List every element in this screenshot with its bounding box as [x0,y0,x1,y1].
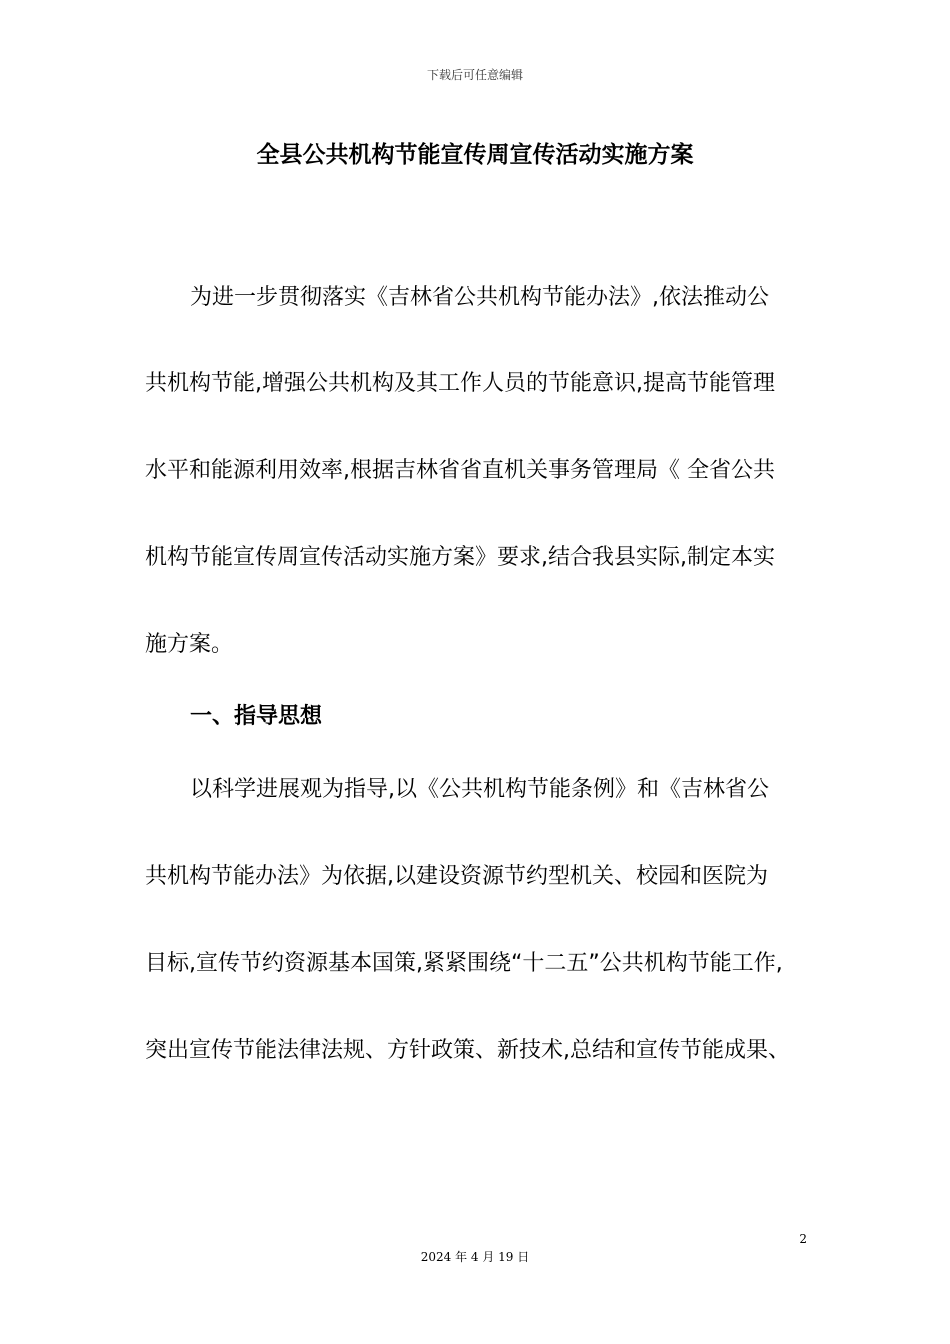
paragraph-line: 机构节能宣传周宣传活动实施方案》要求,结合我县实际,制定本实 [145,545,775,570]
paragraph-line: 共机构节能,增强公共机构及其工作人员的节能意识,提高节能管理 [145,371,775,396]
page-number: 2 [799,1232,807,1246]
section-heading: 一、指导思想 [190,704,323,729]
paragraph-line: 突出宣传节能法律法规、方针政策、新技术,总结和宣传节能成果、 [145,1038,790,1063]
paragraph-line: 为进一步贯彻落实《吉林省公共机构节能办法》,依法推动公 [190,285,769,310]
document-title: 全县公共机构节能宣传周宣传活动实施方案 [256,142,694,168]
document-body [145,0,807,1344]
paragraph-line: 以科学进展观为指导,以《公共机构节能条例》和《吉林省公 [190,777,769,802]
paragraph-line: 共机构节能办法》为依据,以建设资源节约型机关、校园和医院为 [145,864,768,889]
paragraph-line: 水平和能源利用效率,根据吉林省省直机关事务管理局《 全省公共 [145,458,775,483]
paragraph-line: 施方案。 [145,632,234,657]
header-note: 下载后可任意编辑 [426,68,523,82]
footer-date: 2024 年 4 月 19 日 [420,1250,530,1264]
paragraph-line: 目标,宣传节约资源基本国策,紧紧围绕“十二五”公共机构节能工作, [145,951,783,976]
